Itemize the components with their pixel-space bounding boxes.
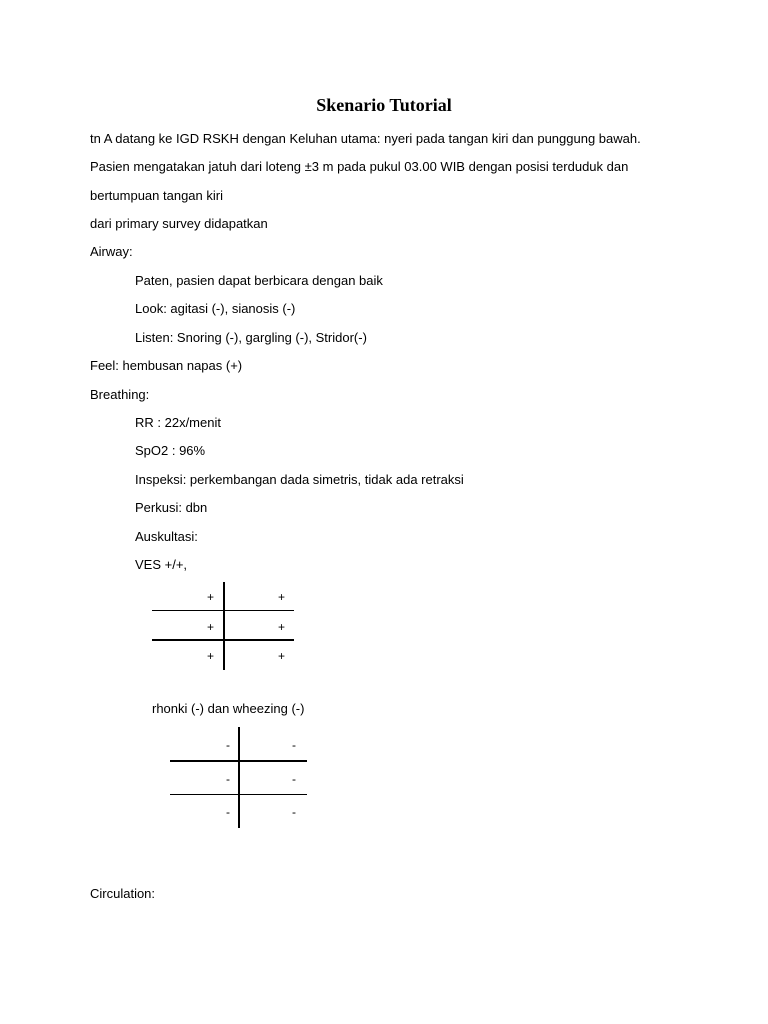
breathing-item [114,471,464,489]
grid-cell: - [292,772,296,786]
grid-vertical-line [223,582,225,670]
breathing-item-text: Inspeksi: perkembangan dada simetris, tidak ada retraksi [135,472,464,487]
breathing-item-text: VES +/+, [135,557,188,572]
grid-cell: + [207,649,215,663]
breathing-item-text: SpO2 : 96% [135,443,206,458]
breathing-item-text: RR : 22x/menit [135,415,221,430]
grid-horizontal-line [152,610,294,611]
airway-item [114,329,367,347]
breathing-item [114,414,221,432]
grid-cell: + [278,590,286,604]
circulation-heading: Circulation: [90,886,156,901]
grid-cell: - [292,738,296,752]
rhonki-grid [170,727,308,828]
breathing-item [114,499,207,517]
breathing-heading: Breathing: [90,387,150,402]
airway-item [114,272,383,290]
grid-cell: - [226,738,230,752]
grid-cell: - [226,772,230,786]
airway-item-text: Look: agitasi (-), sianosis (-) [135,301,296,316]
grid-cell: + [207,620,215,634]
airway-heading: Airway: [90,244,133,259]
paragraph-history: Pasien mengatakan jatuh dari loteng ±3 m pada pukul 03.00 WIB dengan posisi terduduk dan [90,159,629,174]
breathing-item-text: Auskultasi: [135,529,198,544]
grid-cell: + [278,649,286,663]
grid-horizontal-line [170,760,307,762]
document-title: Skenario Tutorial [316,95,452,115]
grid-cell: + [278,620,286,634]
airway-item [114,300,295,318]
paragraph-primary-survey: dari primary survey didapatkan [90,216,268,231]
paragraph-history-cont: bertumpuan tangan kiri [90,188,223,203]
ves-grid [152,582,295,670]
grid-horizontal-line [170,794,307,795]
breathing-item [114,442,205,460]
breathing-item-text: Perkusi: dbn [135,500,208,515]
rhonki-item-text: rhonki (-) dan wheezing (-) [152,701,305,716]
rhonki-item [114,700,304,718]
airway-item-text: Listen: Snoring (-), gargling (-), Stridor(-) [135,330,367,345]
breathing-item [114,556,187,574]
grid-cell: + [207,590,215,604]
grid-vertical-line [238,727,240,828]
grid-cell: - [292,805,296,819]
grid-cell: - [226,805,230,819]
paragraph-complaint: tn A datang ke IGD RSKH dengan Keluhan utama: nyeri pada tangan kiri dan punggung bawah. [90,131,641,146]
grid-horizontal-line [152,639,294,641]
airway-item-text: Paten, pasien dapat berbicara dengan baik [135,273,383,288]
breathing-item [114,528,198,546]
feel-line: Feel: hembusan napas (+) [90,358,243,373]
